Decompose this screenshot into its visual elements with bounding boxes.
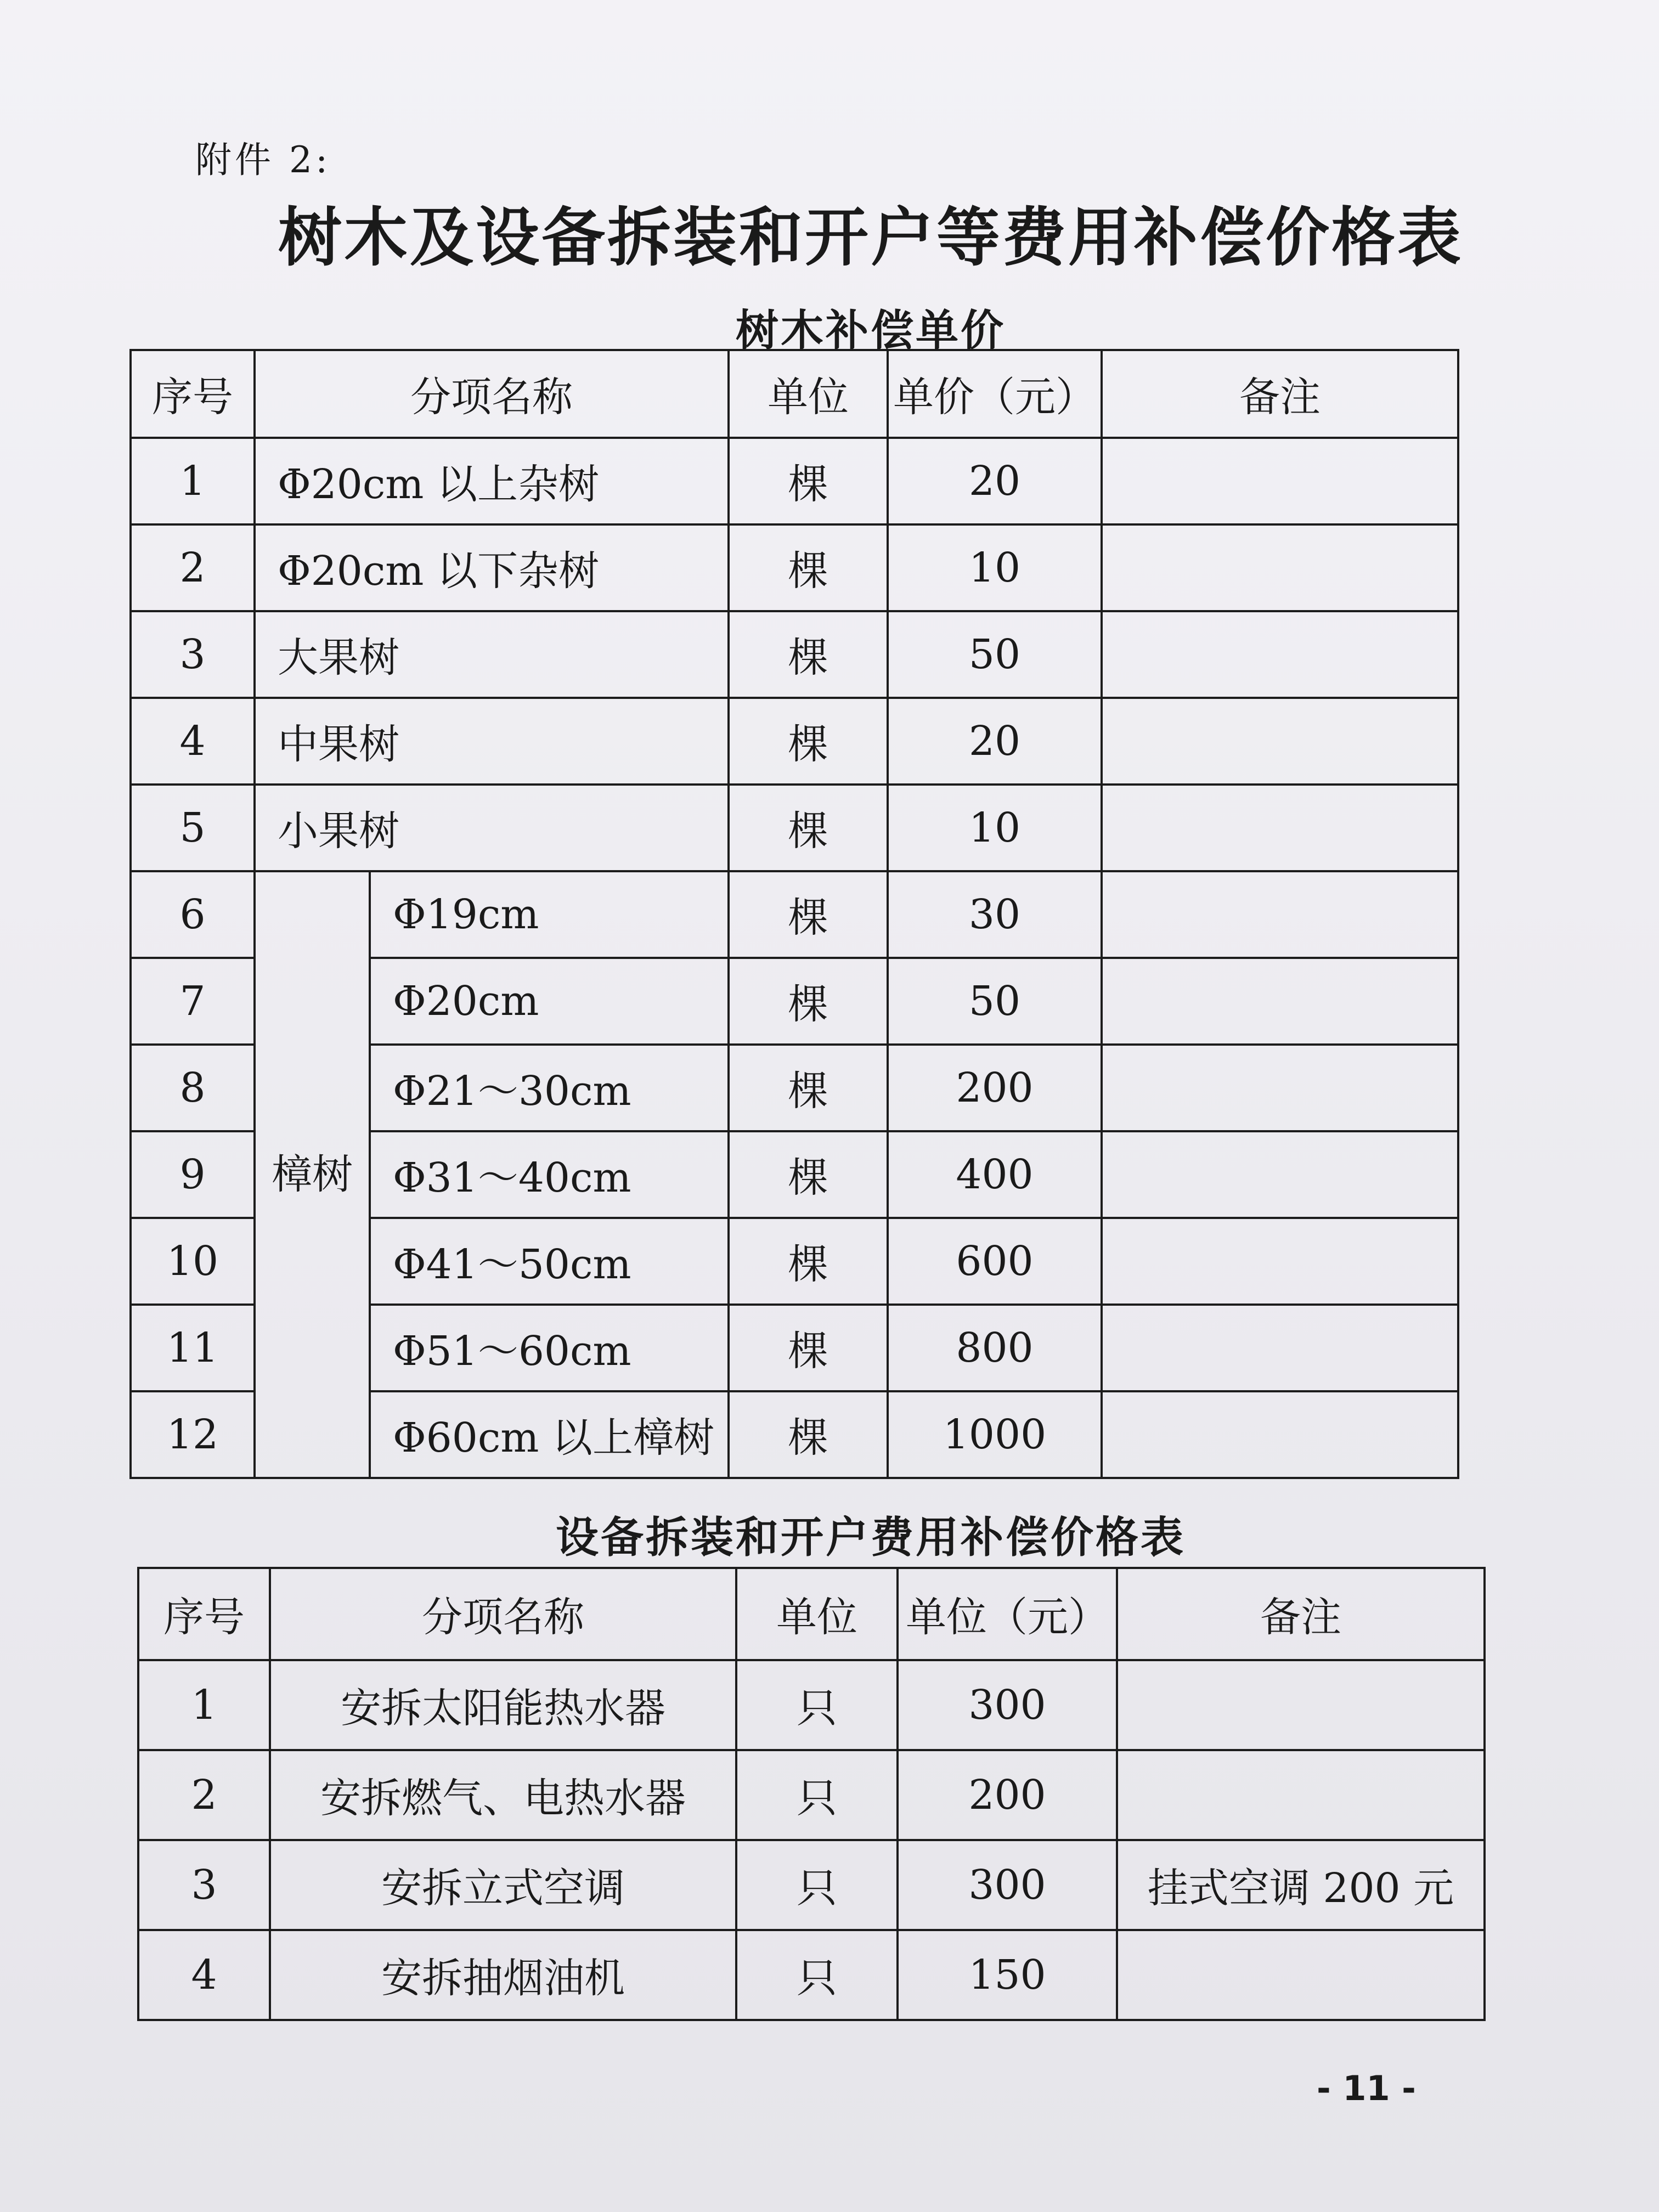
- row-price: 800: [888, 1305, 1102, 1391]
- row-price: 50: [888, 611, 1102, 698]
- row-remark: [1102, 698, 1458, 785]
- row-name: Φ31～40cm: [370, 1131, 729, 1218]
- row-name: Φ60cm 以上樟树: [370, 1391, 729, 1478]
- row-name: 安拆燃气、电热水器: [270, 1750, 736, 1840]
- row-no: 10: [131, 1218, 255, 1305]
- row-unit: 棵: [729, 1391, 888, 1478]
- table-row: [131, 611, 1458, 698]
- row-name: Φ20cm 以上杂树: [255, 438, 729, 524]
- row-remark: [1102, 1131, 1458, 1218]
- table-row: [138, 1660, 1485, 1750]
- table-header-row: [138, 1568, 1485, 1660]
- row-remark: [1102, 1045, 1458, 1131]
- header-remark: 备注: [1102, 350, 1458, 438]
- row-no: 11: [131, 1305, 255, 1391]
- row-name: Φ41～50cm: [370, 1218, 729, 1305]
- header-unit: 单位: [729, 350, 888, 438]
- row-remark: [1102, 1218, 1458, 1305]
- table-header-row: [131, 350, 1458, 438]
- row-remark: [1117, 1750, 1485, 1840]
- row-no: 3: [138, 1840, 270, 1930]
- row-price: 200: [888, 1045, 1102, 1131]
- header-price: 单价（元）: [888, 350, 1102, 438]
- row-remark: 挂式空调 200 元: [1117, 1840, 1485, 1930]
- row-price: 600: [888, 1218, 1102, 1305]
- row-unit: 棵: [729, 438, 888, 524]
- header-unit: 单位: [736, 1568, 898, 1660]
- row-remark: [1117, 1930, 1485, 2020]
- row-name: 小果树: [255, 785, 729, 871]
- equipment-table-heading: 设备拆装和开户费用补偿价格表: [555, 1513, 1186, 1562]
- row-no: 9: [131, 1131, 255, 1218]
- row-remark: [1102, 611, 1458, 698]
- header-no: 序号: [138, 1568, 270, 1660]
- attachment-label: 附件 2:: [195, 139, 331, 181]
- row-no: 4: [138, 1930, 270, 2020]
- table-row: [138, 1750, 1485, 1840]
- row-price: 200: [898, 1750, 1117, 1840]
- row-unit: 棵: [729, 1305, 888, 1391]
- row-price: 30: [888, 871, 1102, 958]
- table-row: [131, 438, 1458, 524]
- table-row: [131, 785, 1458, 871]
- row-unit: 棵: [729, 958, 888, 1045]
- row-name: 安拆立式空调: [270, 1840, 736, 1930]
- row-price: 300: [898, 1840, 1117, 1930]
- row-name: Φ19cm: [370, 871, 729, 958]
- row-no: 5: [131, 785, 255, 871]
- table-row: [138, 1930, 1485, 2020]
- row-unit: 只: [736, 1750, 898, 1840]
- row-no: 4: [131, 698, 255, 785]
- row-remark: [1102, 958, 1458, 1045]
- row-unit: 棵: [729, 785, 888, 871]
- row-price: 50: [888, 958, 1102, 1045]
- row-name: 中果树: [255, 698, 729, 785]
- row-unit: 棵: [729, 1045, 888, 1131]
- row-no: 8: [131, 1045, 255, 1131]
- header-no: 序号: [131, 350, 255, 438]
- row-unit: 棵: [729, 524, 888, 611]
- row-name: Φ51～60cm: [370, 1305, 729, 1391]
- row-name: 安拆太阳能热水器: [270, 1660, 736, 1750]
- row-remark: [1102, 785, 1458, 871]
- tree-compensation-table: [129, 349, 1459, 1479]
- row-price: 300: [898, 1660, 1117, 1750]
- row-unit: 棵: [729, 611, 888, 698]
- row-unit: 棵: [729, 698, 888, 785]
- row-price: 1000: [888, 1391, 1102, 1478]
- row-no: 12: [131, 1391, 255, 1478]
- row-no: 6: [131, 871, 255, 958]
- row-unit: 棵: [729, 1131, 888, 1218]
- row-unit: 只: [736, 1930, 898, 2020]
- row-unit: 只: [736, 1660, 898, 1750]
- row-price: 20: [888, 438, 1102, 524]
- row-no: 2: [131, 524, 255, 611]
- row-price: 150: [898, 1930, 1117, 2020]
- document-title: 树木及设备拆装和开户等费用补偿价格表: [278, 200, 1463, 275]
- header-remark: 备注: [1117, 1568, 1485, 1660]
- row-name: Φ21～30cm: [370, 1045, 729, 1131]
- row-remark: [1102, 871, 1458, 958]
- header-name: 分项名称: [255, 350, 729, 438]
- page-number: - 11 -: [1317, 2068, 1416, 2108]
- row-no: 1: [138, 1660, 270, 1750]
- row-name: Φ20cm 以下杂树: [255, 524, 729, 611]
- row-no: 1: [131, 438, 255, 524]
- row-name: 大果树: [255, 611, 729, 698]
- table-row: [131, 871, 1458, 958]
- row-no: 3: [131, 611, 255, 698]
- camphor-group-label: 樟树: [255, 871, 370, 1478]
- table-row: [131, 698, 1458, 785]
- row-remark: [1102, 438, 1458, 524]
- row-unit: 只: [736, 1840, 898, 1930]
- row-remark: [1102, 1305, 1458, 1391]
- row-remark: [1102, 524, 1458, 611]
- header-name: 分项名称: [270, 1568, 736, 1660]
- table-row: [131, 524, 1458, 611]
- row-price: 10: [888, 524, 1102, 611]
- row-no: 7: [131, 958, 255, 1045]
- row-price: 20: [888, 698, 1102, 785]
- row-price: 10: [888, 785, 1102, 871]
- header-price: 单位（元）: [898, 1568, 1117, 1660]
- row-name: 安拆抽烟油机: [270, 1930, 736, 2020]
- row-remark: [1102, 1391, 1458, 1478]
- equipment-compensation-table: [137, 1567, 1486, 2021]
- row-no: 2: [138, 1750, 270, 1840]
- tree-table-heading: 树木补偿单价: [735, 306, 1006, 356]
- row-unit: 棵: [729, 871, 888, 958]
- table-row: [138, 1840, 1485, 1930]
- row-price: 400: [888, 1131, 1102, 1218]
- row-unit: 棵: [729, 1218, 888, 1305]
- row-name: Φ20cm: [370, 958, 729, 1045]
- row-remark: [1117, 1660, 1485, 1750]
